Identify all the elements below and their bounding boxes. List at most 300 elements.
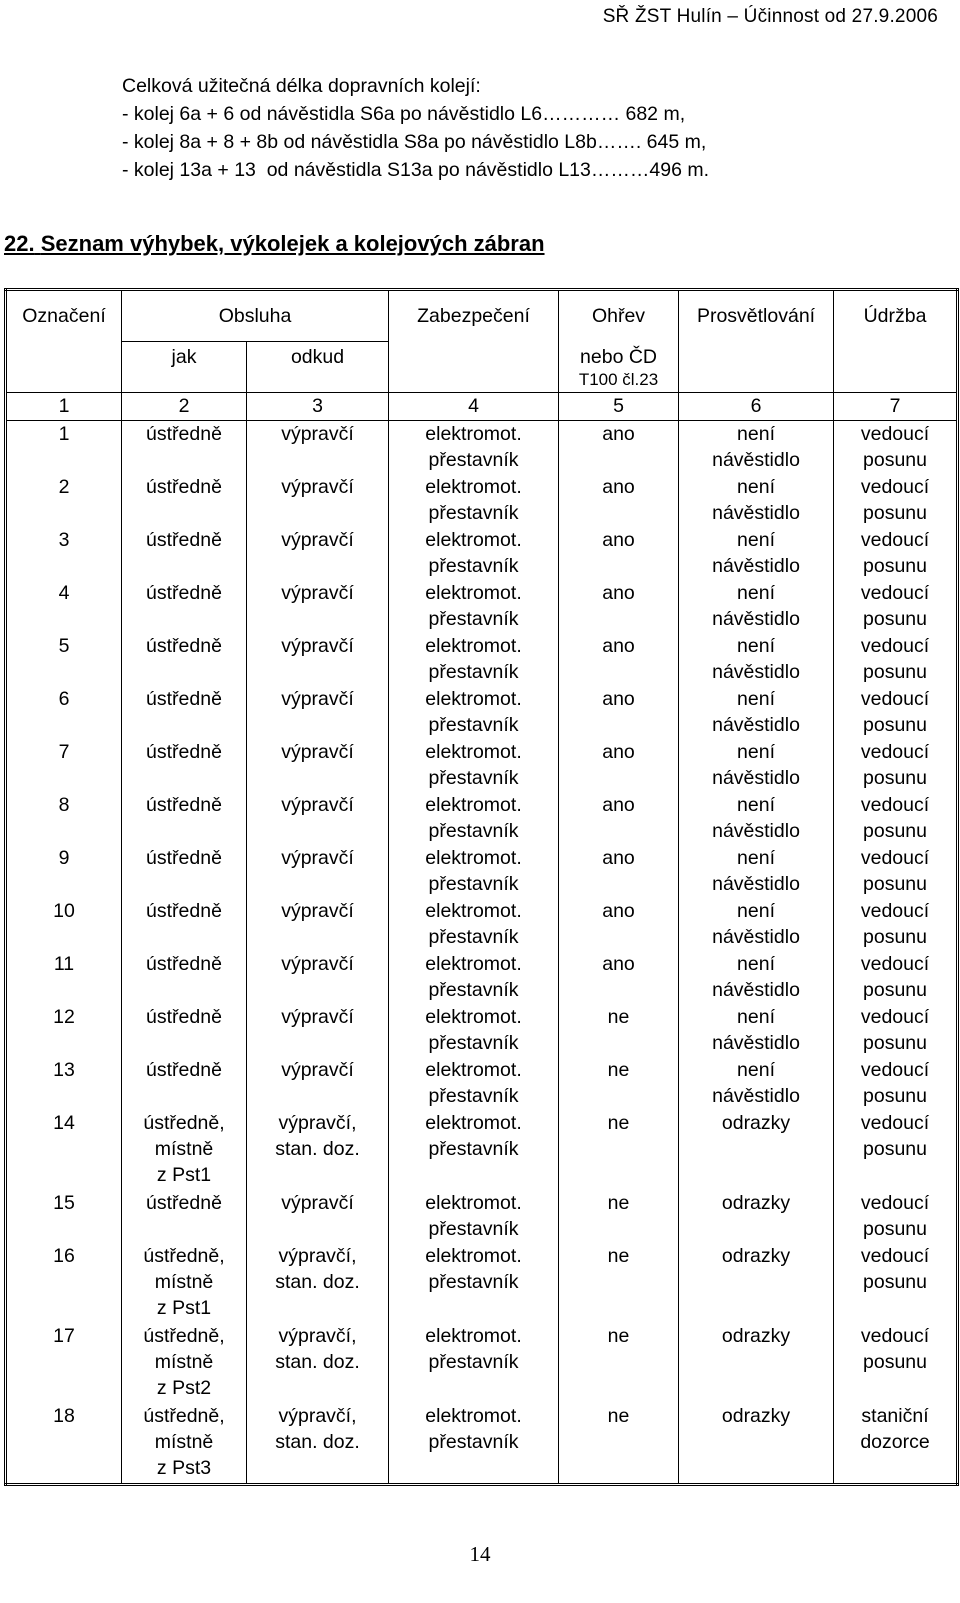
cell-zabezpeceni [389, 421, 559, 475]
cell-zabezpeceni-line: přestavník [428, 1218, 519, 1240]
cell-zabezpeceni-line: elektromot. [425, 582, 522, 604]
cell-udrzba-line: dozorce [860, 1431, 930, 1453]
section-title [4, 231, 545, 257]
cell-udrzba [834, 898, 958, 951]
cell-oznaceni: 16 [6, 1243, 122, 1323]
cell-oznaceni: 11 [6, 951, 122, 1004]
cell-odkud-line: stan. doz. [275, 1351, 360, 1373]
cell-zabezpeceni-line: přestavník [428, 767, 519, 789]
column-number: 3 [247, 393, 389, 421]
cell-prosvetlovani-line: odrazky [721, 1192, 791, 1214]
cell-udrzba-line: vedoucí [860, 953, 930, 975]
cell-zabezpeceni [389, 527, 559, 580]
cell-prosvetlovani-line: návěstidlo [712, 449, 800, 471]
table-row [6, 1323, 958, 1403]
cell-zabezpeceni-line: přestavník [428, 926, 519, 948]
cell-zabezpeceni-line: přestavník [428, 714, 519, 736]
cell-jak [122, 686, 247, 739]
cell-udrzba-line: posunu [863, 926, 927, 948]
cell-odkud-line: výpravčí, [278, 1112, 357, 1134]
cell-zabezpeceni-line: elektromot. [425, 688, 522, 710]
cell-zabezpeceni [389, 845, 559, 898]
cell-udrzba-line: posunu [863, 1218, 927, 1240]
cell-zabezpeceni [389, 792, 559, 845]
section-number: 22. [4, 231, 35, 256]
cell-prosvetlovani [679, 1057, 834, 1110]
cell-odkud-line: stan. doz. [275, 1431, 360, 1453]
cell-oznaceni: 9 [6, 845, 122, 898]
cell-prosvetlovani-line: není [737, 635, 775, 657]
cell-udrzba-line: posunu [863, 661, 927, 683]
cell-udrzba-line: vedoucí [860, 794, 930, 816]
cell-udrzba-line: posunu [863, 1271, 927, 1293]
cell-udrzba [834, 1004, 958, 1057]
cell-odkud-line: výpravčí [281, 423, 354, 445]
table-row [6, 527, 958, 580]
cell-zabezpeceni [389, 1190, 559, 1243]
cell-oznaceni: 8 [6, 792, 122, 845]
cell-udrzba-line: vedoucí [860, 1059, 930, 1081]
cell-prosvetlovani [679, 739, 834, 792]
cell-odkud-line: výpravčí, [278, 1405, 357, 1427]
header-odkud: odkud [247, 342, 389, 393]
cell-udrzba-line: staniční [861, 1405, 929, 1427]
cell-oznaceni: 7 [6, 739, 122, 792]
cell-prosvetlovani-line: není [737, 423, 775, 445]
cell-prosvetlovani-line: návěstidlo [712, 979, 800, 1001]
cell-zabezpeceni-line: elektromot. [425, 1405, 522, 1427]
table-row [6, 951, 958, 1004]
cell-zabezpeceni-line: elektromot. [425, 1192, 522, 1214]
cell-zabezpeceni [389, 633, 559, 686]
cell-zabezpeceni [389, 951, 559, 1004]
cell-udrzba-line: posunu [863, 608, 927, 630]
header-udrzba: Údržba [834, 290, 958, 342]
cell-odkud [247, 898, 389, 951]
cell-zabezpeceni-line: elektromot. [425, 1059, 522, 1081]
cell-jak-line: ústředně [146, 847, 222, 869]
cell-zabezpeceni [389, 580, 559, 633]
cell-prosvetlovani-line: není [737, 1006, 775, 1028]
cell-zabezpeceni-line: elektromot. [425, 794, 522, 816]
cell-ohrev: ano [559, 686, 679, 739]
cell-udrzba-line: vedoucí [860, 423, 930, 445]
cell-ohrev: ne [559, 1057, 679, 1110]
cell-zabezpeceni-line: elektromot. [425, 953, 522, 975]
cell-jak-line: ústředně [146, 953, 222, 975]
cell-odkud [247, 1004, 389, 1057]
cell-zabezpeceni [389, 1323, 559, 1403]
table-row [6, 845, 958, 898]
cell-jak [122, 1190, 247, 1243]
cell-prosvetlovani-line: není [737, 900, 775, 922]
cell-jak-line: místně [154, 1351, 214, 1373]
cell-jak-line: ústředně [146, 635, 222, 657]
intro-block [122, 72, 709, 184]
cell-odkud [247, 845, 389, 898]
cell-udrzba-line: vedoucí [860, 688, 930, 710]
table-row [6, 1190, 958, 1243]
cell-prosvetlovani-line: odrazky [721, 1325, 791, 1347]
cell-udrzba-line: vedoucí [860, 1325, 930, 1347]
cell-prosvetlovani [679, 1004, 834, 1057]
column-number: 1 [6, 393, 122, 421]
cell-odkud [247, 1403, 389, 1485]
cell-prosvetlovani [679, 845, 834, 898]
cell-odkud-line: výpravčí [281, 1006, 354, 1028]
cell-jak [122, 580, 247, 633]
cell-prosvetlovani-line: není [737, 688, 775, 710]
cell-prosvetlovani [679, 792, 834, 845]
cell-zabezpeceni-line: přestavník [428, 979, 519, 1001]
cell-oznaceni: 3 [6, 527, 122, 580]
cell-odkud [247, 474, 389, 527]
table-subheader-row [6, 342, 958, 393]
table-row [6, 474, 958, 527]
cell-udrzba-line: posunu [863, 820, 927, 842]
cell-prosvetlovani-line: odrazky [721, 1405, 791, 1427]
cell-udrzba-line: posunu [863, 449, 927, 471]
cell-ohrev: ne [559, 1323, 679, 1403]
cell-zabezpeceni-line: přestavník [428, 555, 519, 577]
page-number: 14 [469, 1542, 491, 1566]
intro-line: Celková užitečná délka dopravních kolejí: [122, 75, 481, 97]
cell-odkud [247, 739, 389, 792]
table-row [6, 580, 958, 633]
table-row [6, 633, 958, 686]
cell-prosvetlovani [679, 1110, 834, 1190]
cell-prosvetlovani-line: není [737, 476, 775, 498]
page-header: SŘ ŽST Hulín – Účinnost od 27.9.2006 [602, 6, 938, 27]
cell-zabezpeceni [389, 1110, 559, 1190]
cell-odkud [247, 1110, 389, 1190]
cell-jak [122, 898, 247, 951]
cell-jak [122, 739, 247, 792]
table-row [6, 1057, 958, 1110]
cell-odkud-line: výpravčí [281, 529, 354, 551]
cell-zabezpeceni-line: přestavník [428, 1351, 519, 1373]
cell-odkud-line: výpravčí, [278, 1245, 357, 1267]
column-number: 2 [122, 393, 247, 421]
cell-jak-line: místně [154, 1271, 214, 1293]
cell-oznaceni: 1 [6, 421, 122, 475]
cell-ohrev: ne [559, 1243, 679, 1323]
cell-udrzba-line: posunu [863, 1351, 927, 1373]
cell-jak-line: ústředně [146, 1192, 222, 1214]
header-jak: jak [122, 342, 247, 393]
cell-prosvetlovani-line: návěstidlo [712, 608, 800, 630]
table-row [6, 1403, 958, 1485]
cell-udrzba-line: vedoucí [860, 1006, 930, 1028]
cell-prosvetlovani [679, 898, 834, 951]
cell-ohrev: ne [559, 1403, 679, 1485]
cell-zabezpeceni-line: elektromot. [425, 1325, 522, 1347]
cell-jak [122, 1057, 247, 1110]
cell-odkud [247, 527, 389, 580]
header-ohrev: Ohřev [559, 290, 679, 342]
cell-udrzba-line: posunu [863, 979, 927, 1001]
cell-udrzba [834, 1243, 958, 1323]
cell-odkud [247, 1057, 389, 1110]
cell-zabezpeceni-line: elektromot. [425, 423, 522, 445]
cell-jak [122, 1243, 247, 1323]
cell-odkud-line: výpravčí [281, 1059, 354, 1081]
cell-udrzba [834, 1057, 958, 1110]
table-row [6, 1243, 958, 1323]
cell-prosvetlovani-line: návěstidlo [712, 873, 800, 895]
cell-prosvetlovani-line: návěstidlo [712, 1085, 800, 1107]
cell-ohrev: ano [559, 633, 679, 686]
cell-jak [122, 1110, 247, 1190]
cell-jak [122, 1004, 247, 1057]
cell-udrzba-line: posunu [863, 873, 927, 895]
cell-jak-line: ústředně [146, 476, 222, 498]
cell-zabezpeceni-line: elektromot. [425, 847, 522, 869]
column-number: 6 [679, 393, 834, 421]
cell-zabezpeceni-line: přestavník [428, 1431, 519, 1453]
table-row [6, 421, 958, 475]
cell-udrzba-line: vedoucí [860, 476, 930, 498]
cell-ohrev: ne [559, 1110, 679, 1190]
cell-udrzba-line: vedoucí [860, 847, 930, 869]
cell-zabezpeceni-line: elektromot. [425, 1006, 522, 1028]
header-obsluha: Obsluha [122, 290, 389, 342]
cell-udrzba [834, 951, 958, 1004]
cell-zabezpeceni [389, 1004, 559, 1057]
switches-table [4, 288, 959, 1486]
cell-jak-line: ústředně, [143, 1325, 225, 1347]
cell-udrzba-line: posunu [863, 714, 927, 736]
cell-udrzba-line: posunu [863, 1138, 927, 1160]
cell-oznaceni: 12 [6, 1004, 122, 1057]
cell-zabezpeceni [389, 686, 559, 739]
cell-odkud-line: výpravčí [281, 635, 354, 657]
cell-prosvetlovani-line: návěstidlo [712, 714, 800, 736]
cell-ohrev: ne [559, 1004, 679, 1057]
cell-zabezpeceni-line: elektromot. [425, 635, 522, 657]
cell-udrzba-line: posunu [863, 767, 927, 789]
ohrev-note-line: nebo ČD [580, 345, 657, 368]
cell-odkud-line: výpravčí, [278, 1325, 357, 1347]
cell-oznaceni: 13 [6, 1057, 122, 1110]
cell-jak-line: z Pst1 [156, 1297, 212, 1319]
cell-jak-line: ústředně [146, 794, 222, 816]
cell-prosvetlovani-line: návěstidlo [712, 502, 800, 524]
column-number: 7 [834, 393, 958, 421]
cell-oznaceni: 4 [6, 580, 122, 633]
cell-zabezpeceni-line: přestavník [428, 873, 519, 895]
cell-udrzba [834, 1323, 958, 1403]
cell-oznaceni: 6 [6, 686, 122, 739]
cell-prosvetlovani-line: odrazky [721, 1245, 791, 1267]
column-number-row [6, 393, 958, 421]
cell-udrzba-line: vedoucí [860, 1192, 930, 1214]
cell-ohrev: ano [559, 527, 679, 580]
cell-prosvetlovani-line: není [737, 741, 775, 763]
cell-prosvetlovani-line: návěstidlo [712, 767, 800, 789]
cell-odkud-line: výpravčí [281, 741, 354, 763]
cell-prosvetlovani [679, 421, 834, 475]
cell-udrzba [834, 474, 958, 527]
cell-prosvetlovani [679, 951, 834, 1004]
cell-jak [122, 1403, 247, 1485]
cell-jak [122, 951, 247, 1004]
header-zabezpeceni: Zabezpečení [389, 290, 559, 342]
cell-udrzba-line: vedoucí [860, 1245, 930, 1267]
cell-zabezpeceni [389, 739, 559, 792]
cell-jak [122, 527, 247, 580]
cell-jak-line: z Pst3 [156, 1457, 212, 1479]
cell-odkud [247, 686, 389, 739]
cell-udrzba [834, 527, 958, 580]
cell-zabezpeceni-line: přestavník [428, 502, 519, 524]
cell-jak-line: ústředně [146, 741, 222, 763]
cell-jak-line: z Pst1 [156, 1164, 212, 1186]
cell-udrzba-line: vedoucí [860, 1112, 930, 1134]
cell-zabezpeceni-line: elektromot. [425, 1112, 522, 1134]
cell-odkud-line: výpravčí [281, 953, 354, 975]
cell-udrzba [834, 739, 958, 792]
table-row [6, 792, 958, 845]
cell-oznaceni: 10 [6, 898, 122, 951]
cell-odkud-line: výpravčí [281, 847, 354, 869]
cell-jak [122, 633, 247, 686]
cell-prosvetlovani-line: není [737, 953, 775, 975]
cell-zabezpeceni-line: přestavník [428, 449, 519, 471]
cell-prosvetlovani [679, 1190, 834, 1243]
cell-udrzba [834, 792, 958, 845]
cell-prosvetlovani-line: není [737, 847, 775, 869]
cell-prosvetlovani [679, 580, 834, 633]
cell-oznaceni: 18 [6, 1403, 122, 1485]
cell-odkud-line: výpravčí [281, 1192, 354, 1214]
cell-prosvetlovani-line: není [737, 1059, 775, 1081]
table-row [6, 1004, 958, 1057]
table-row [6, 686, 958, 739]
cell-prosvetlovani [679, 527, 834, 580]
column-number: 4 [389, 393, 559, 421]
cell-odkud [247, 1243, 389, 1323]
cell-prosvetlovani-line: návěstidlo [712, 661, 800, 683]
cell-jak [122, 474, 247, 527]
cell-prosvetlovani-line: návěstidlo [712, 820, 800, 842]
cell-zabezpeceni [389, 898, 559, 951]
cell-zabezpeceni-line: přestavník [428, 1032, 519, 1054]
cell-prosvetlovani [679, 686, 834, 739]
cell-oznaceni: 17 [6, 1323, 122, 1403]
cell-jak-line: ústředně [146, 1006, 222, 1028]
cell-odkud-line: výpravčí [281, 582, 354, 604]
cell-odkud-line: stan. doz. [275, 1271, 360, 1293]
cell-jak-line: ústředně [146, 1059, 222, 1081]
cell-jak [122, 792, 247, 845]
cell-udrzba [834, 845, 958, 898]
cell-ohrev: ano [559, 421, 679, 475]
table-row [6, 1110, 958, 1190]
cell-udrzba [834, 580, 958, 633]
cell-ohrev: ne [559, 1190, 679, 1243]
cell-udrzba-line: vedoucí [860, 741, 930, 763]
cell-jak-line: ústředně [146, 582, 222, 604]
cell-prosvetlovani-line: není [737, 794, 775, 816]
cell-udrzba [834, 1110, 958, 1190]
cell-ohrev: ano [559, 845, 679, 898]
cell-oznaceni: 14 [6, 1110, 122, 1190]
cell-udrzba-line: posunu [863, 1032, 927, 1054]
header-prosvetlovani: Prosvětlování [679, 290, 834, 342]
cell-udrzba-line: vedoucí [860, 529, 930, 551]
intro-line: - kolej 8a + 8 + 8b od návěstidla S8a po návěstidlo L8b……. 645 m, [122, 131, 707, 153]
cell-jak [122, 421, 247, 475]
table-row [6, 898, 958, 951]
intro-line: - kolej 13a + 13 od návěstidla S13a po návěstidlo L13………496 m. [122, 159, 709, 181]
cell-udrzba [834, 1403, 958, 1485]
cell-udrzba [834, 421, 958, 475]
cell-zabezpeceni-line: přestavník [428, 1085, 519, 1107]
cell-jak-line: místně [154, 1431, 214, 1453]
cell-zabezpeceni [389, 1403, 559, 1485]
cell-odkud [247, 792, 389, 845]
cell-ohrev: ano [559, 951, 679, 1004]
cell-udrzba-line: posunu [863, 555, 927, 577]
cell-prosvetlovani-line: není [737, 529, 775, 551]
cell-odkud [247, 951, 389, 1004]
section-title-text: Seznam výhybek, výkolejek a kolejových zábran [40, 231, 545, 256]
cell-prosvetlovani-line: návěstidlo [712, 926, 800, 948]
cell-prosvetlovani [679, 633, 834, 686]
cell-zabezpeceni [389, 474, 559, 527]
cell-odkud-line: výpravčí [281, 476, 354, 498]
cell-oznaceni: 15 [6, 1190, 122, 1243]
table-header-row [6, 290, 958, 342]
cell-jak-line: z Pst2 [156, 1377, 212, 1399]
cell-oznaceni: 5 [6, 633, 122, 686]
cell-jak-line: ústředně [146, 900, 222, 922]
cell-odkud [247, 421, 389, 475]
cell-ohrev: ano [559, 739, 679, 792]
cell-udrzba [834, 686, 958, 739]
cell-odkud-line: výpravčí [281, 900, 354, 922]
header-ohrev-note [559, 342, 679, 393]
cell-jak-line: ústředně, [143, 1112, 225, 1134]
intro-line: - kolej 6a + 6 od návěstidla S6a po návěstidlo L6………… 682 m, [122, 103, 686, 125]
cell-prosvetlovani-line: není [737, 582, 775, 604]
cell-prosvetlovani-line: odrazky [721, 1112, 791, 1134]
cell-odkud [247, 1323, 389, 1403]
cell-udrzba-line: vedoucí [860, 582, 930, 604]
cell-prosvetlovani [679, 1323, 834, 1403]
table-row [6, 739, 958, 792]
cell-odkud-line: výpravčí [281, 688, 354, 710]
cell-zabezpeceni-line: přestavník [428, 820, 519, 842]
cell-zabezpeceni-line: elektromot. [425, 741, 522, 763]
cell-jak-line: ústředně [146, 688, 222, 710]
cell-udrzba-line: vedoucí [860, 900, 930, 922]
cell-prosvetlovani [679, 1403, 834, 1485]
cell-jak-line: ústředně, [143, 1245, 225, 1267]
ohrev-note-line: T100 čl.23 [578, 369, 659, 389]
cell-jak-line: ústředně [146, 423, 222, 445]
cell-ohrev: ano [559, 792, 679, 845]
cell-zabezpeceni-line: přestavník [428, 608, 519, 630]
cell-jak [122, 1323, 247, 1403]
cell-udrzba-line: posunu [863, 502, 927, 524]
cell-odkud-line: stan. doz. [275, 1138, 360, 1160]
cell-prosvetlovani-line: návěstidlo [712, 555, 800, 577]
cell-udrzba [834, 633, 958, 686]
cell-oznaceni: 2 [6, 474, 122, 527]
cell-prosvetlovani-line: návěstidlo [712, 1032, 800, 1054]
